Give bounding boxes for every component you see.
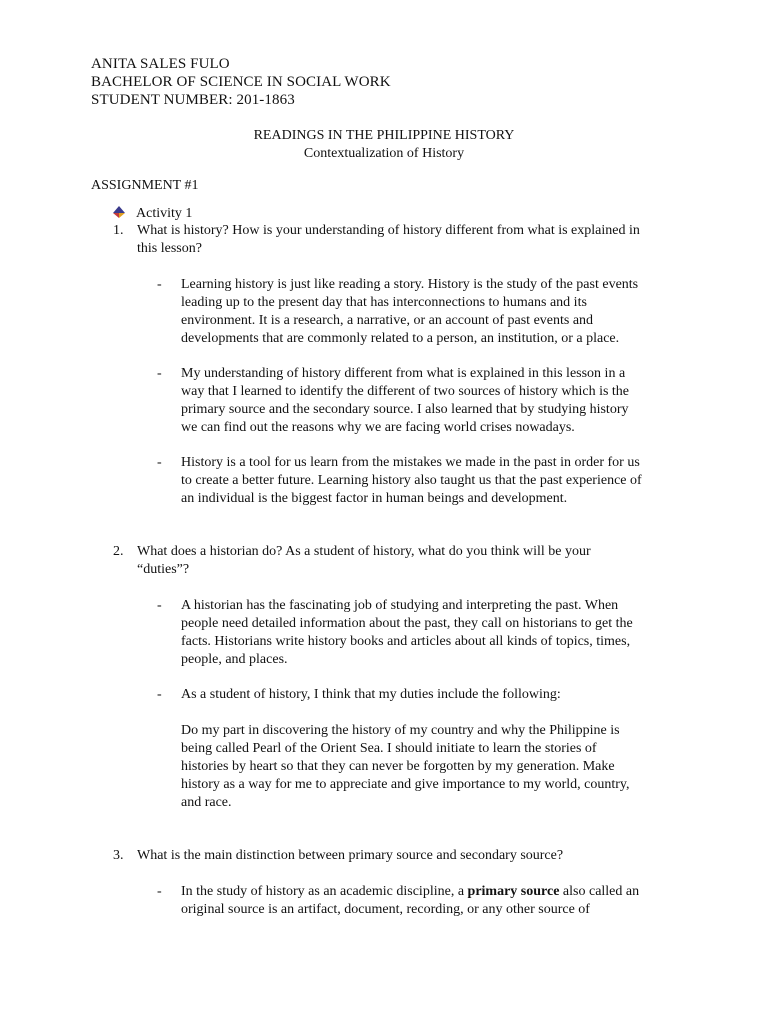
activity-heading bbox=[113, 205, 192, 223]
answer-text: Learning history is just like reading a story. History is the study of the past events leading up to the present day that has interconnections to humans and its environment. It is a research, a narrative, or an account of past events and developments that are commonly related to a person, an institution, or a place. bbox=[181, 277, 639, 346]
dash-bullet: - bbox=[157, 598, 162, 613]
course-title: READINGS IN THE PHILIPPINE HISTORY bbox=[253, 128, 515, 143]
primary-source-term: primary source bbox=[467, 884, 560, 899]
dash-bullet: - bbox=[157, 687, 162, 702]
dash-bullet: - bbox=[157, 884, 162, 899]
question-number: 1. bbox=[113, 223, 124, 238]
dash-bullet: - bbox=[157, 366, 162, 381]
answer-text: History is a tool for us learn from the mistakes we made in the past in order for us to create a better future. Learning history also taught us that the past experience of an individual is the biggest factor in human beings and development. bbox=[181, 455, 642, 506]
activity-label: Activity 1 bbox=[136, 206, 193, 221]
answer-text: A historian has the fascinating job of studying and interpreting the past. When people need detailed information about the past, they call on historians to get the facts. Historians write history books and articles about all kinds of topics, times, people, and places. bbox=[181, 598, 633, 667]
student-number: STUDENT NUMBER: 201-1863 bbox=[91, 92, 295, 108]
dash-bullet: - bbox=[157, 455, 162, 470]
question-number: 3. bbox=[113, 848, 124, 863]
question-text: What is history? How is your understanding of history different from what is explained in this lesson? bbox=[137, 223, 640, 256]
answer-text: My understanding of history different from what is explained in this lesson in a way that I learned to identify the different of two sources of history which is the primary source and the secondary source. I also learned that by studying history we can find out the reasons why we are facing world crises nowadays. bbox=[181, 366, 630, 435]
assignment-label: ASSIGNMENT #1 bbox=[91, 178, 199, 193]
question-text: What does a historian do? As a student of history, what do you think will be your “duties”? bbox=[137, 544, 591, 577]
answer-text: As a student of history, I think that my duties include the following: bbox=[181, 687, 561, 702]
arrow-bullet-icon bbox=[113, 206, 125, 218]
duties-paragraph: Do my part in discovering the history of my country and why the Philippine is being called Pearl of the Orient Sea. I should initiate to learn the stories of histories by heart so that they can never be forgotten by my generation. Make history as a way for me to appreciate and give importance to my world, country, and race. bbox=[181, 723, 630, 810]
answer-text: In the study of history as an academic discipline, a primary source also called an original source is an artifact, document, recording, or any other source of bbox=[181, 884, 640, 917]
topic-subtitle: Contextualization of History bbox=[303, 146, 465, 161]
question-number: 2. bbox=[113, 544, 124, 559]
dash-bullet: - bbox=[157, 277, 162, 292]
question-text: What is the main distinction between primary source and secondary source? bbox=[137, 848, 564, 863]
student-name: ANITA SALES FULO bbox=[91, 56, 230, 72]
student-program: BACHELOR OF SCIENCE IN SOCIAL WORK bbox=[91, 74, 391, 90]
